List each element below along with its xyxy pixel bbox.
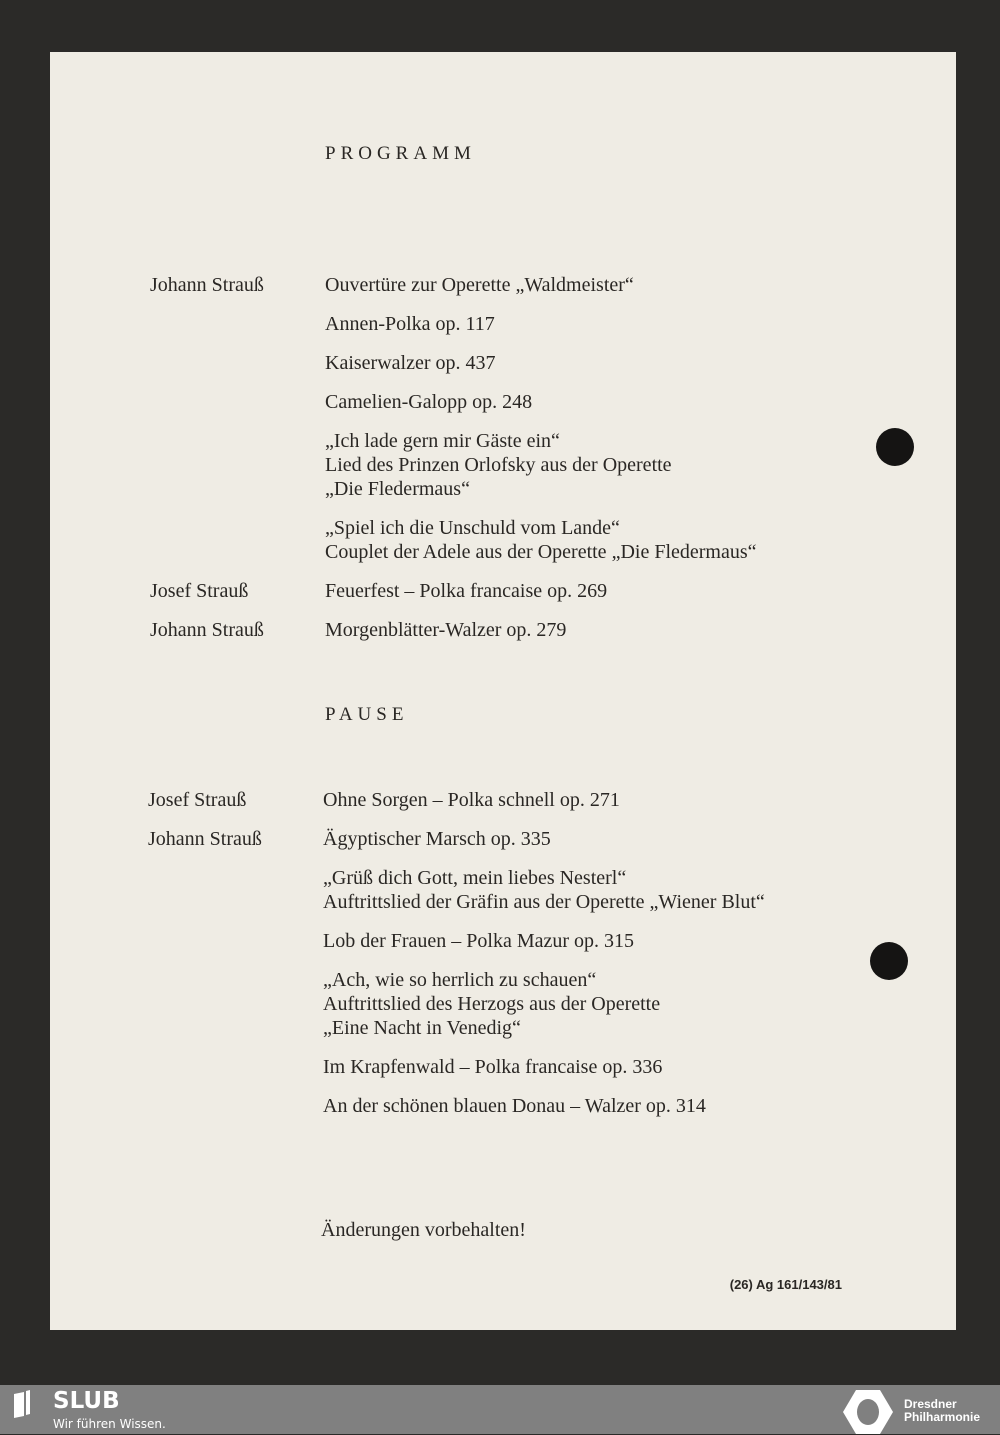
program-title: PROGRAMM bbox=[325, 143, 476, 164]
pause-heading: PAUSE bbox=[325, 704, 409, 725]
slub-book-icon bbox=[12, 1390, 32, 1418]
work-title: Ouvertüre zur Operette „Waldmeister“ bbox=[325, 274, 634, 296]
print-code: (26) Ag 161/143/81 bbox=[729, 1277, 842, 1292]
program-entry bbox=[50, 618, 956, 642]
composer bbox=[50, 351, 325, 375]
composer: Johann Strauß bbox=[150, 619, 264, 641]
composer bbox=[50, 312, 325, 336]
document-page bbox=[50, 52, 956, 1330]
program-entry bbox=[48, 929, 954, 953]
composer bbox=[48, 968, 323, 1040]
work-title: Ohne Sorgen – Polka schnell op. 271 bbox=[323, 789, 620, 811]
composer bbox=[50, 390, 325, 414]
work-title: „Ach, wie so herrlich zu schauen“ Auftrittslied des Herzogs aus der Operette „Eine Nacht in Venedig“ bbox=[323, 969, 661, 1039]
slub-slogan: Wir führen Wissen. bbox=[53, 1417, 166, 1431]
work-title: Im Krapfenwald – Polka francaise op. 336 bbox=[323, 1056, 663, 1078]
program-entry bbox=[48, 827, 954, 851]
work-title: Morgenblätter-Walzer op. 279 bbox=[325, 619, 567, 641]
program-entry bbox=[48, 866, 954, 914]
composer bbox=[50, 429, 325, 501]
changes-note: Änderungen vorbehalten! bbox=[321, 1219, 526, 1241]
composer bbox=[48, 1094, 323, 1118]
work-title: Camelien-Galopp op. 248 bbox=[325, 391, 533, 413]
program-part-2 bbox=[48, 788, 954, 1133]
composer bbox=[50, 516, 325, 564]
work-title: Lob der Frauen – Polka Mazur op. 315 bbox=[323, 930, 635, 952]
composer: Johann Strauß bbox=[148, 828, 262, 850]
work-title: An der schönen blauen Donau – Walzer op. 314 bbox=[323, 1095, 706, 1117]
composer bbox=[48, 929, 323, 953]
program-entry bbox=[48, 968, 954, 1040]
composer bbox=[48, 1055, 323, 1079]
program-entry bbox=[50, 312, 956, 336]
work-title: „Spiel ich die Unschuld vom Lande“ Couplet der Adele aus der Operette „Die Fledermaus“ bbox=[325, 517, 757, 563]
viewer-footer-bar bbox=[0, 1385, 1000, 1434]
program-entry bbox=[50, 579, 956, 603]
slub-logo-text: SLUB bbox=[53, 1388, 120, 1414]
work-title: „Ich lade gern mir Gäste ein“ Lied des Prinzen Orlofsky aus der Operette „Die Fledermaus“ bbox=[325, 430, 672, 500]
work-title: Annen-Polka op. 117 bbox=[325, 313, 495, 335]
philharmonie-logo-text: Dresdner Philharmonie bbox=[904, 1397, 981, 1424]
program-entry bbox=[48, 1055, 954, 1079]
work-title: Ägyptischer Marsch op. 335 bbox=[323, 828, 551, 850]
composer bbox=[48, 866, 323, 914]
program-entry bbox=[50, 351, 956, 375]
composer: Johann Strauß bbox=[150, 274, 264, 296]
composer: Josef Strauß bbox=[148, 789, 247, 811]
program-entry bbox=[50, 273, 956, 297]
work-title: „Grüß dich Gott, mein liebes Nesterl“ Auftrittslied der Gräfin aus der Operette „Wiener Blut“ bbox=[323, 867, 765, 913]
program-entry bbox=[50, 516, 956, 564]
philharmonie-logo-icon bbox=[842, 1389, 894, 1435]
program-entry bbox=[48, 788, 954, 812]
composer: Josef Strauß bbox=[150, 580, 249, 602]
work-title: Feuerfest – Polka francaise op. 269 bbox=[325, 580, 608, 602]
program-entry bbox=[48, 1094, 954, 1118]
program-entry bbox=[50, 429, 956, 501]
program-entry bbox=[50, 390, 956, 414]
work-title: Kaiserwalzer op. 437 bbox=[325, 352, 496, 374]
program-part-1 bbox=[50, 273, 956, 657]
